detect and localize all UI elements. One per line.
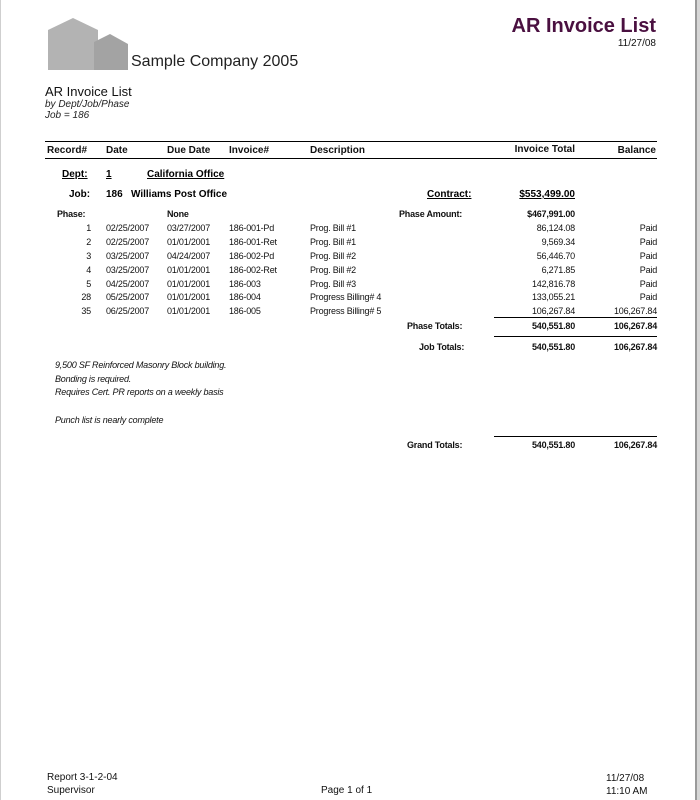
- footer-report-id: Report 3-1-2-04: [47, 772, 118, 783]
- cell-record: 1: [86, 223, 91, 233]
- job-totals-label: Job Totals:: [419, 342, 465, 352]
- phase-amount-label: Phase Amount:: [399, 209, 463, 219]
- cell-due-date: 01/01/2001: [167, 292, 211, 302]
- cell-due-date: 01/01/2001: [167, 279, 211, 289]
- phase-totals-label: Phase Totals:: [407, 321, 463, 331]
- cell-balance: Paid: [639, 223, 657, 233]
- cell-due-date: 01/01/2001: [167, 306, 211, 316]
- dept-label: Dept:: [62, 169, 88, 180]
- cell-description: Prog. Bill #3: [310, 279, 356, 289]
- col-description: Description: [310, 145, 366, 156]
- cell-record: 4: [86, 265, 91, 275]
- cell-balance: 106,267.84: [613, 306, 657, 316]
- contract-value: $553,499.00: [519, 189, 575, 200]
- cell-description: Prog. Bill #2: [310, 251, 356, 261]
- job-note-line: Punch list is nearly complete: [55, 415, 164, 425]
- header-rule-top: [45, 141, 657, 142]
- cell-description: Prog. Bill #1: [310, 237, 356, 247]
- cell-record: 2: [86, 237, 91, 247]
- job-note-line: Requires Cert. PR reports on a weekly basis: [55, 387, 224, 397]
- cell-description: Prog. Bill #2: [310, 265, 356, 275]
- cell-invoice: 186-003: [229, 279, 261, 289]
- grand-totals-amount: 540,551.80: [531, 440, 575, 450]
- dept-number: 1: [106, 169, 112, 180]
- phase-amount-value: $467,991.00: [527, 209, 575, 219]
- cell-record: 3: [86, 251, 91, 261]
- cell-date: 06/25/2007: [106, 306, 150, 316]
- footer-page: Page 1 of 1: [321, 785, 373, 796]
- cell-total: 56,446.70: [536, 251, 575, 261]
- cell-invoice: 186-001-Pd: [229, 223, 275, 233]
- phase-totals-balance: 106,267.84: [613, 321, 657, 331]
- job-label: Job:: [69, 189, 91, 200]
- phase-label: Phase:: [57, 209, 86, 219]
- footer-time: 11:10 AM: [606, 786, 648, 797]
- cell-balance: Paid: [639, 292, 657, 302]
- cell-balance: Paid: [639, 265, 657, 275]
- job-total-rule: [494, 336, 657, 337]
- cell-invoice: 186-004: [229, 292, 261, 302]
- cell-total: 9,569.34: [541, 237, 575, 247]
- cell-invoice: 186-005: [229, 306, 261, 316]
- cell-due-date: 01/01/2001: [167, 237, 211, 247]
- col-date: Date: [106, 145, 128, 156]
- cell-balance: Paid: [639, 251, 657, 261]
- phase-value: None: [167, 209, 189, 219]
- col-record: Record#: [47, 145, 88, 156]
- cell-due-date: 01/01/2001: [167, 265, 211, 275]
- col-invoice-total: Invoice Total: [514, 144, 575, 155]
- job-note-line: Bonding is required.: [55, 374, 132, 384]
- cell-record: 28: [81, 292, 91, 302]
- job-totals-balance: 106,267.84: [613, 342, 657, 352]
- cell-due-date: 03/27/2007: [167, 223, 211, 233]
- grand-totals-balance: 106,267.84: [613, 440, 657, 450]
- cell-total: 133,055.21: [531, 292, 575, 302]
- company-name: Sample Company 2005: [131, 53, 299, 70]
- cell-total: 142,816.78: [531, 279, 575, 289]
- col-balance: Balance: [617, 145, 656, 156]
- dept-name: California Office: [147, 169, 225, 180]
- cell-record: 35: [81, 306, 91, 316]
- page-edge-left: [0, 0, 1, 800]
- footer-date: 11/27/08: [606, 773, 645, 784]
- contract-label: Contract:: [427, 189, 472, 200]
- cell-date: 02/25/2007: [106, 237, 150, 247]
- cell-invoice: 186-002-Ret: [229, 265, 277, 275]
- cell-date: 05/25/2007: [106, 292, 150, 302]
- report-title: AR Invoice List: [511, 15, 656, 37]
- print-date: 11/27/08: [617, 38, 656, 49]
- job-name: Williams Post Office: [131, 189, 228, 200]
- cell-date: 03/25/2007: [106, 251, 150, 261]
- cell-due-date: 04/24/2007: [167, 251, 211, 261]
- report-grouping: by Dept/Job/Phase: [45, 99, 130, 110]
- cell-total: 6,271.85: [541, 265, 575, 275]
- cell-balance: Paid: [639, 237, 657, 247]
- cell-description: Progress Billing# 4: [310, 292, 382, 302]
- cell-balance: Paid: [639, 279, 657, 289]
- job-number: 186: [106, 189, 123, 200]
- cell-total: 86,124.08: [536, 223, 575, 233]
- header-rule-bottom: [45, 158, 657, 159]
- report-filter: Job = 186: [45, 110, 90, 121]
- cell-date: 02/25/2007: [106, 223, 150, 233]
- cell-invoice: 186-002-Pd: [229, 251, 275, 261]
- grand-totals-label: Grand Totals:: [407, 440, 463, 450]
- job-note-line: 9,500 SF Reinforced Masonry Block building.: [55, 360, 227, 370]
- cell-invoice: 186-001-Ret: [229, 237, 277, 247]
- cell-total: 106,267.84: [531, 306, 575, 316]
- footer-user: Supervisor: [47, 785, 95, 796]
- cell-description: Progress Billing# 5: [310, 306, 382, 316]
- grand-total-rule: [494, 436, 657, 437]
- job-totals-amount: 540,551.80: [531, 342, 575, 352]
- phase-totals-amount: 540,551.80: [531, 321, 575, 331]
- col-due-date: Due Date: [167, 145, 211, 156]
- col-invoice: Invoice#: [229, 145, 270, 156]
- house-logo-icon: [48, 16, 130, 75]
- cell-description: Prog. Bill #1: [310, 223, 356, 233]
- report-subtitle: AR Invoice List: [45, 84, 132, 99]
- phase-total-rule: [494, 317, 657, 318]
- cell-date: 03/25/2007: [106, 265, 150, 275]
- cell-date: 04/25/2007: [106, 279, 150, 289]
- cell-record: 5: [86, 279, 91, 289]
